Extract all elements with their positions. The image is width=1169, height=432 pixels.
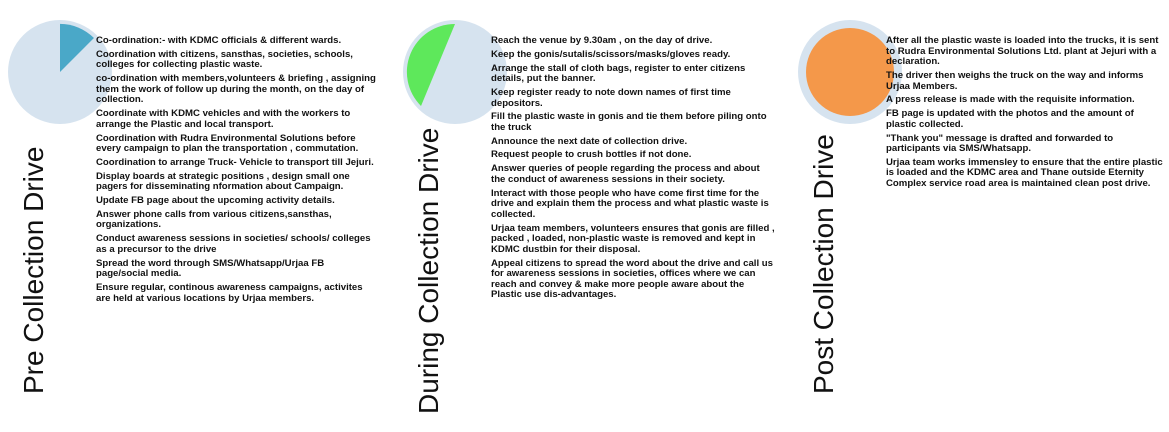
during-collection-panel [395,0,780,432]
list-item: Urjaa team members, volunteers ensures that gonis are filled , packed , loaded, non-plastic waste is removed and kept in KDMC dustbin for their disposal. [491,222,775,255]
post-collection-panel [790,0,1169,432]
list-item: Coordination with citizens, sansthas, societies, schools, colleges for collecting plastic waste. [96,48,353,71]
post-collection-list [886,36,1165,193]
list-item: Keep the gonis/sutalis/scissors/masks/gloves ready. [491,48,731,60]
list-item: Appeal citizens to spread the word about the drive and call us for awareness sessions in societies, offices where we can reach and convey & make more people aware about the Plastic use dis-advantages. [491,257,774,301]
list-item: co-ordination with members,volunteers & briefing , assigning them the work of follow up during the month, on the day of collection. [96,73,376,106]
list-item: Answer phone calls from various citizens,sansthas, organizations. [96,208,332,231]
list-item: The driver then weighs the truck on the way and informs Urjaa Members. [886,69,1144,92]
list-item: Announce the next date of collection drive. [491,135,688,147]
pre-collection-title: Pre Collection Drive [18,146,49,394]
list-item: Answer queries of people regarding the process and about the conduct of awareness sessions in their society. [491,163,760,185]
list-item: Reach the venue by 9.30am , on the day of drive. [491,35,713,46]
list-item: Co-ordination:- with KDMC officials & different wards. [96,35,342,46]
list-item: After all the plastic waste is loaded into the trucks, it is sent to Rudra Environmental Solutions Ltd. plant at Jejuri with a declaration. [886,35,1159,68]
list-item: Keep register ready to note down names of first time depositors. [491,86,731,109]
post-collection-title: Post Collection Drive [808,134,839,394]
list-item: Coordination to arrange Truck- Vehicle to transport till Jejuri. [96,156,374,168]
during-collection-list [491,36,776,304]
list-item: Coordination with Rudra Environmental Solutions before every campaign to plan the transportation , commutation. [96,132,359,155]
during-pie-wedge [407,24,455,106]
list-item: Fill the plastic waste in gonis and tie them before piling onto the truck [491,111,767,133]
list-item: Arrange the stall of cloth bags, register to enter citizens details, put the banner. [491,62,746,85]
list-item: Coordinate with KDMC vehicles and with the workers to arrange the Plastic and local transport. [96,108,351,130]
pre-collection-list [96,36,376,307]
list-item: FB page is updated with the photos and the amount of plastic collected. [886,108,1134,130]
list-item: Conduct awareness sessions in societies/ schools/ colleges as a precursor to the drive [96,233,371,255]
list-item: Spread the word through SMS/Whatsapp/Urjaa FB page/social media. [96,257,325,280]
list-item: Request people to crush bottles if not done. [491,149,692,161]
post-pie-fill [806,28,894,116]
list-item: Update FB page about the upcoming activity details. [96,195,335,207]
during-collection-title: During Collection Drive [413,127,444,414]
pre-collection-panel [0,0,380,432]
pre-pie-wedge [36,20,94,72]
list-item: Ensure regular, continous awareness campaigns, activites are held at various locations by Urjaa members. [96,281,363,304]
list-item: Urjaa team works immensley to ensure that the entire plastic is loaded and the KDMC area and Thane outside Eternity Complex service road area is maintained clean post drive. [886,156,1163,190]
list-item: Interact with those people who have come first time for the drive and explain them the process and what plastic waste is collected. [491,187,769,220]
list-item: A press release is made with the requisite information. [886,94,1135,106]
list-item: Display boards at strategic positions , design small one pagers for disseminating nformation about Campaign. [96,170,350,193]
list-item: "Thank you" message is drafted and forwarded to participants via SMS/Whatsapp. [886,132,1114,155]
